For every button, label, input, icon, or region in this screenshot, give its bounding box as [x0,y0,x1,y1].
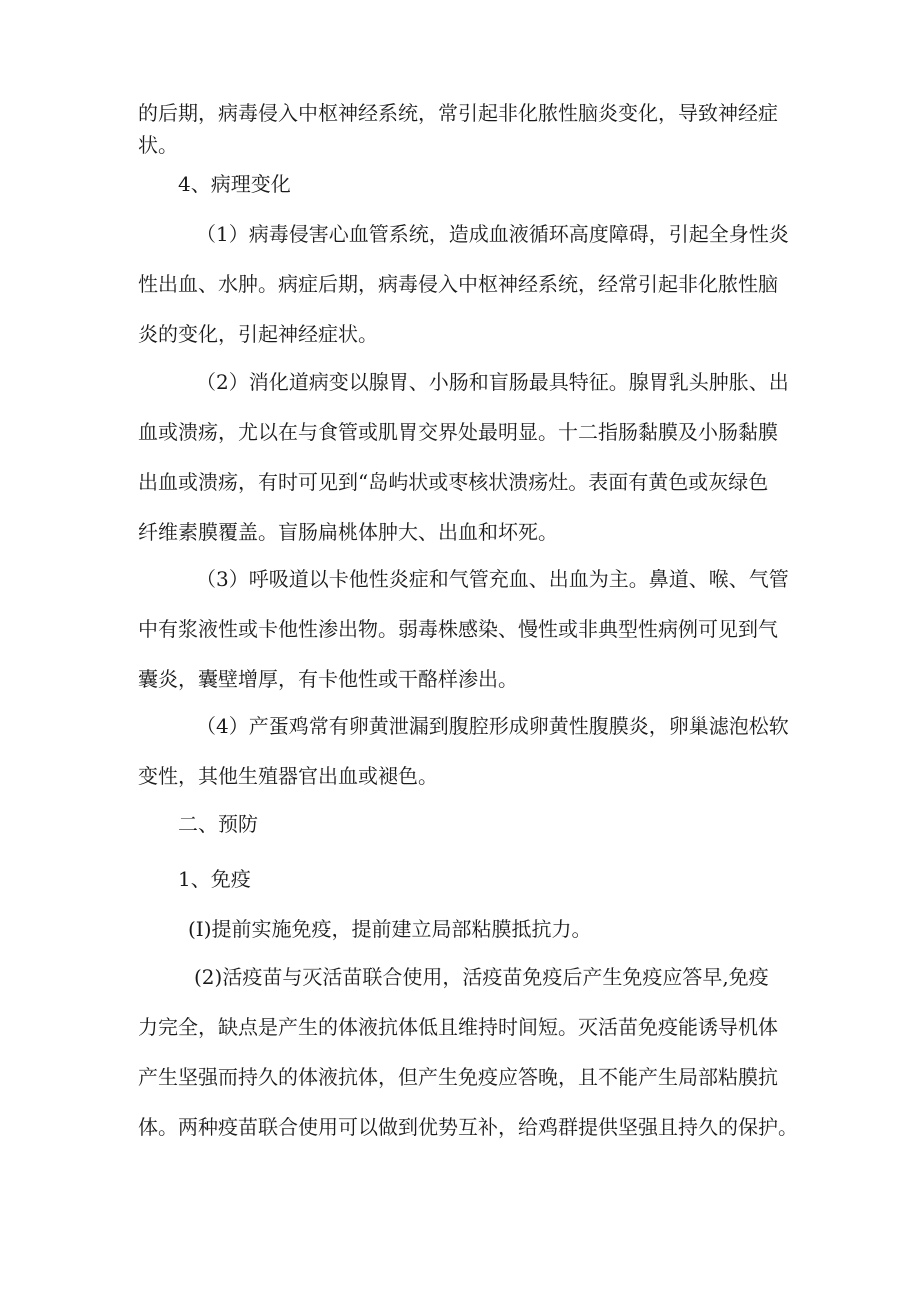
text-line: 性出血、水肿。病症后期，病毒侵入中枢神经系统，经常引起非化脓性脑 [138,272,778,296]
heading-text: 1、免疫 [178,867,251,891]
paragraph-pathology-4 [138,710,798,792]
text-line: （3）呼吸道以卡他性炎症和气管充血、出血为主。鼻道、喉、气管 [196,567,789,591]
paragraph-pathology-3 [138,563,798,695]
text-line: （4）产蛋鸡常有卵黄泄漏到腹腔形成卵黄性腹膜炎，卵巢滤泡松软 [196,714,789,738]
text-line: 的后期，病毒侵入中枢神经系统，常引起非化脓性脑炎变化，导致神经症 [138,101,778,125]
text-line: 纤维素膜覆盖。盲肠扁桃体肿大、出血和坏死。 [138,520,558,544]
text-line: 变性，其他生殖器官出血或褪色。 [138,764,438,788]
heading-text: 二、预防 [178,812,258,836]
text-line: 力完全，缺点是产生的体液抗体低且维持时间短。灭活苗免疫能诱导机体 [138,1015,778,1039]
heading-pathology [178,168,838,200]
text-line: 体。两种疫苗联合使用可以做到优势互补，给鸡群提供坚强且持久的保护。 [138,1115,798,1139]
text-line: 状。 [138,133,178,157]
paragraph-pathology-2 [138,366,798,548]
text-line: 产生坚强而持久的体液抗体，但产生免疫应答晚，且不能产生局部粘膜抗 [138,1065,778,1089]
text-line: (2)活疫苗与灭活苗联合使用，活疫苗免疫后产生免疫应答早,免疫 [194,965,769,989]
text-line: 囊炎，囊壁增厚，有卡他性或干酪样渗出。 [138,667,518,691]
heading-text: 4、病理变化 [178,172,291,196]
paragraph-immunization-2 [138,961,798,1143]
text-line: 炎的变化，引起神经症状。 [138,322,378,346]
heading-prevention [178,808,838,840]
heading-immunization [178,863,838,895]
text-line: (I)提前实施免疫，提前建立局部粘膜抵抗力。 [188,917,592,941]
paragraph-immunization-1 [188,913,848,945]
text-line: 血或溃疡，尤以在与食管或肌胃交界处最明显。十二指肠黏膜及小肠黏膜 [138,420,778,444]
paragraph-pathology-1 [138,218,798,350]
text-line: （1）病毒侵害心血管系统，造成血液循环高度障碍，引起全身性炎 [196,222,789,246]
paragraph-pathogenesis-end [138,97,798,161]
text-line: 中有浆液性或卡他性渗出物。弱毒株感染、慢性或非典型性病例可见到气 [138,617,778,641]
text-line: 出血或溃疡，有时可见到“岛屿状或枣核状溃疡灶。表面有黄色或灰绿色 [138,470,769,494]
text-line: （2）消化道病变以腺胃、小肠和盲肠最具特征。腺胃乳头肿胀、出 [196,370,789,394]
